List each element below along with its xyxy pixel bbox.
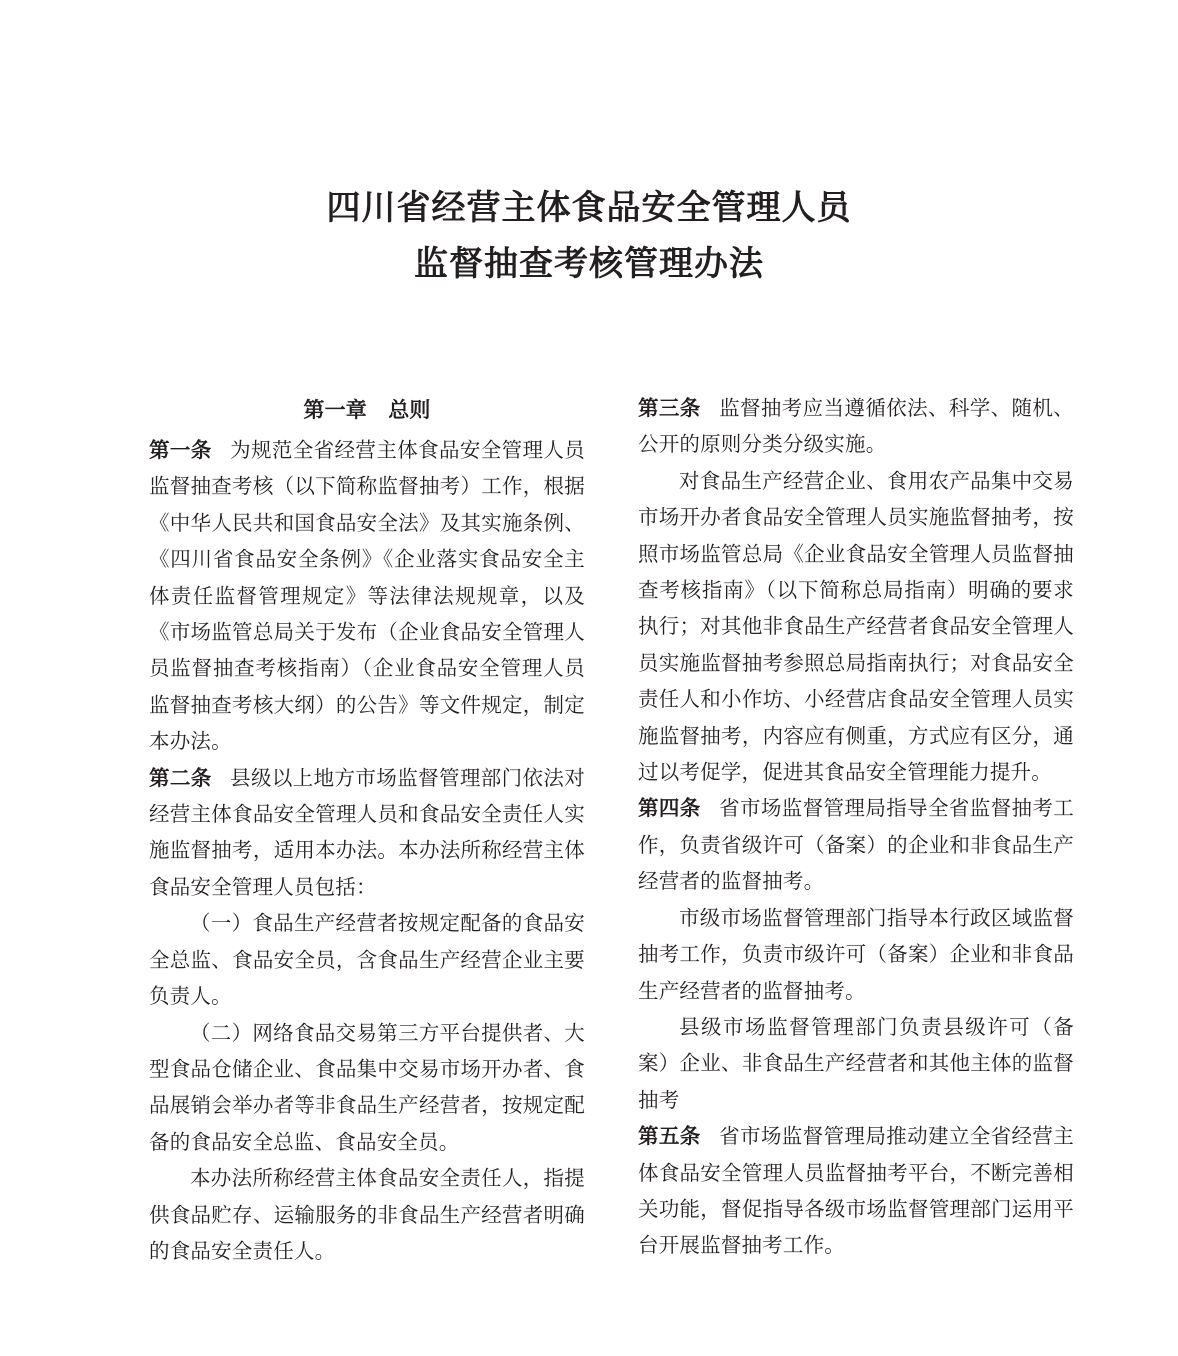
document-title <box>0 180 1178 292</box>
article-3-paragraph: 对食品生产经营企业、食用农产品集中交易市场开办者食品安全管理人员实施监督抽考，按照市场监管总局《企业食品安全管理人员监督抽查考核指南》（以下简称总局指南）明确的要求执行；对其他非食品生产经营者食品安全管理人员实施监督抽考参照总局指南执行；对食品安全责任人和小作坊、小经营店食品安全管理人员实施监督抽考，内容应有侧重，方式应有区分，通过以考促学，促进其食品安全管理能力提升。 <box>638 468 1074 785</box>
article-4-text: 省市场监督管理局指导全省监督抽考工作，负责省级许可（备案）的企业和非食品生产经营者的监督抽考。 <box>638 796 1074 894</box>
article-2 <box>149 760 585 906</box>
article-4 <box>638 790 1074 899</box>
left-column <box>149 390 585 1269</box>
article-2-item-2: （二）网络食品交易第三方平台提供者、大型食品仓储企业、食品集中交易市场开办者、食品展销会举办者等非食品生产经营者，按规定配备的食品安全总监、食品安全员。 <box>149 1020 585 1154</box>
article-1-text: 为规范全省经营主体食品安全管理人员监督抽查考核（以下简称监督抽考）工作，根据《中华人民共和国食品安全法》及其实施条例、《四川省食品安全条例》《企业落实食品安全主体责任监督管理规定》等法律法规规章，以及《市场监管总局关于发布（企业食品安全管理人员监督抽查考核指南）（企业食品安全管理人员监督抽查考核大纲）的公告》等文件规定，制定本办法。 <box>149 438 585 754</box>
article-2-paragraph: 本办法所称经营主体食品安全责任人，指提供食品贮存、运输服务的非食品生产经营者明确的食品安全责任人。 <box>149 1166 585 1263</box>
article-4-paragraph-1: 市级市场监督管理部门指导本行政区域监督抽考工作，负责市级许可（备案）企业和非食品生产经营者的监督抽考。 <box>638 905 1074 1003</box>
article-2-label: 第二条 <box>149 765 212 790</box>
article-5-label: 第五条 <box>638 1124 701 1149</box>
article-1 <box>149 432 585 760</box>
right-column <box>638 390 1074 1264</box>
article-4-paragraph-2: 县级市场监督管理部门负责县级许可（备案）企业、非食品生产经营者和其他主体的监督抽考 <box>638 1014 1074 1112</box>
article-3-text: 监督抽考应当遵循依法、科学、随机、公开的原则分类分级实施。 <box>638 396 1074 457</box>
article-2-text: 县级以上地方市场监督管理部门依法对经营主体食品安全管理人员和食品安全责任人实施监督抽考，适用本办法。本办法所称经营主体食品安全管理人员包括： <box>149 765 585 899</box>
article-4-label: 第四条 <box>638 796 701 821</box>
article-1-label: 第一条 <box>149 438 212 462</box>
article-3 <box>638 390 1074 463</box>
article-5 <box>638 1118 1074 1264</box>
title-line-2: 监督抽查考核管理办法 <box>414 244 764 284</box>
article-2-item-1: （一）食品生产经营者按规定配备的食品安全总监、食品安全员，含食品生产经营企业主要负责人。 <box>149 911 585 1009</box>
chapter-heading: 第一章 总则 <box>303 398 431 422</box>
article-3-label: 第三条 <box>638 396 701 420</box>
title-line-1: 四川省经营主体食品安全管理人员 <box>326 188 852 228</box>
article-5-text: 省市场监督管理局推动建立全省经营主体食品安全管理人员监督抽考平台，不断完善相关功能，督促指导各级市场监督管理部门运用平台开展监督抽考工作。 <box>638 1124 1074 1258</box>
